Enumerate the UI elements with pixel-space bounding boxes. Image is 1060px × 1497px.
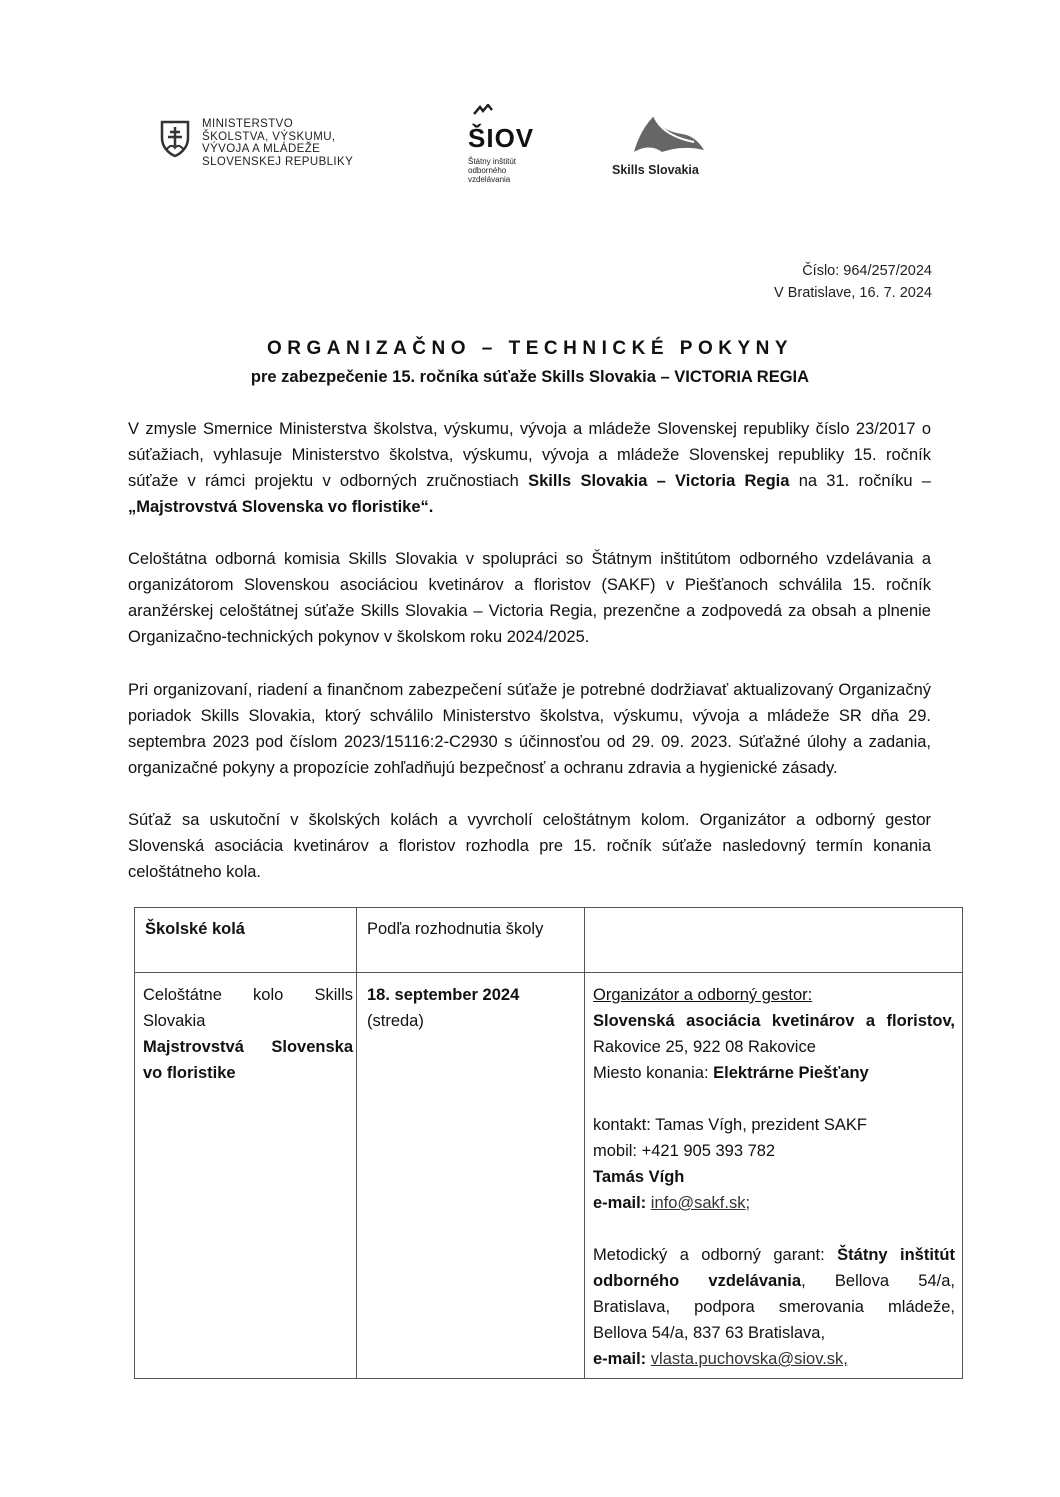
ministry-line: ŠKOLSTVA, VÝSKUMU, [202, 130, 336, 143]
place-date: V Bratislave, 16. 7. 2024 [774, 285, 932, 301]
championship-name: „Majstrovstvá Slovenska vo floristike“. [128, 498, 434, 516]
email-label: e-mail: [593, 1194, 651, 1212]
document-title: ORGANIZAČNO – TECHNICKÉ POKYNY [266, 338, 794, 359]
table-divider [584, 908, 585, 1378]
mobile-line: mobil: +421 905 393 782 [593, 1142, 776, 1160]
contact-name [593, 1164, 955, 1190]
event-date: 18. september 2024 [367, 986, 520, 1004]
organizer-info [593, 1008, 955, 1060]
school-round-date: Podľa rozhodnutia školy [367, 920, 544, 938]
siov-logo [468, 104, 538, 184]
event-day: (streda) [367, 1012, 424, 1030]
venue-label: Miesto konania: [593, 1064, 714, 1082]
document-reference [774, 260, 932, 304]
venue-name: Elektrárne Piešťany [713, 1064, 869, 1082]
garant-label: Metodický a odborný garant: [593, 1246, 838, 1264]
ministry-line: MINISTERSTVO [202, 118, 294, 130]
table-row-divider [135, 972, 962, 973]
siov-sub-line: odborného [468, 166, 507, 175]
intro-text-2: na 31. ročníku – [789, 472, 931, 490]
skills-slovakia-label: Skills Slovakia [612, 163, 699, 177]
organizer-email-link[interactable]: info@sakf.sk; [650, 1194, 751, 1212]
ministry-line: VÝVOJA A MLÁDEŽE [202, 143, 321, 155]
ministry-name [202, 118, 353, 168]
national-round-title: Majstrovstvá Slovenska vo floristike [143, 1038, 353, 1082]
national-round-date [367, 982, 577, 1034]
intro-text: V zmysle Smernice Ministerstva školstva, výskumu, vývoja a mládeže Slovenskej republiky číslo 23/2017 o súťažiach, vyhlasuje Ministerstvo školstva, výskumu, vývoja a mládeže Slovenskej republiky 15. ročník súťaže v rámci projektu v odborných zručnostiach [128, 420, 931, 490]
intro-paragraph [128, 416, 931, 520]
garant-email-label: e-mail: [593, 1350, 651, 1368]
siov-sub-line: vzdelávania [468, 175, 511, 184]
document-subtitle: pre zabezpečenie 15. ročníka súťaže Skills Slovakia – VICTORIA REGIA [250, 368, 810, 386]
slovak-coat-of-arms-icon [160, 120, 190, 158]
siov-mark-icon [472, 104, 494, 118]
garant-info [593, 1242, 955, 1346]
reference-number: Číslo: 964/257/2024 [802, 263, 932, 279]
garant-address: , Bellova 54/a, Bratislava, podpora smerovania mládeže, Bellova 54/a, 837 63 Bratislava, [593, 1272, 955, 1342]
organization-paragraph: Pri organizovaní, riadení a finančnom zabezpečení súťaže je potrebné dodržiavať aktualizovaný Organizačný poriadok Skills Slovakia, ktorý schválilo Ministerstvo školstva, výskumu, vývoja a mládeže SR dňa 29. septembra 2023 pod číslom 2023/15116:2-C2930 s účinnosťou od 29. 09. 2023. Súťažné úlohy a zadania, organizačné pokyny a propozície zohľadňujú bezpečnosť a ochranu zdravia a hygienické zásady. [128, 681, 931, 777]
table-divider [356, 908, 357, 1378]
organizer-heading: Organizátor a odborný gestor: [593, 986, 813, 1004]
competition-name: Skills Slovakia – Victoria Regia [528, 472, 790, 490]
organizer-name: Slovenská asociácia kvetinárov a floristov, [593, 1012, 955, 1030]
siov-title: ŠIOV [468, 123, 535, 153]
organizer-details [593, 982, 955, 1372]
schedule-table [134, 907, 963, 1379]
skills-slovakia-logo [612, 112, 712, 177]
siov-sub-line: Štátny inštitút [468, 157, 517, 166]
siov-subtitle [468, 157, 538, 184]
school-round-label: Školské kolá [145, 920, 245, 938]
schedule-paragraph: Súťaž sa uskutoční v školských kolách a vyvrcholí celoštátnym kolom. Organizátor a odborný gestor Slovenská asociácia kvetinárov a floristov rozhodla pre 15. ročník súťaže nasledovný termín konania celoštátneho kola. [128, 811, 931, 881]
national-round-text: Celoštátne kolo Skills Slovakia [143, 986, 353, 1030]
email-line [593, 1190, 955, 1216]
organizer-address: Rakovice 25, 922 08 Rakovice [593, 1038, 816, 1056]
garant-email-link[interactable]: vlasta.puchovska@siov.sk, [650, 1350, 848, 1368]
garant-email-line [593, 1346, 955, 1372]
ministry-logo [160, 118, 353, 168]
venue-line [593, 1060, 955, 1086]
commission-paragraph: Celoštátna odborná komisia Skills Slovakia v spolupráci so Štátnym inštitútom odborného vzdelávania a organizátorom Slovenskou asociáciou kvetinárov a floristov (SAKF) v Piešťanoch schválila 15. ročník aranžérskej celoštátnej súťaže Skills Slovakia – Victoria Regia, prezenčne a zodpovedá za obsah a plnenie Organizačno-technických pokynov v školskom roku 2024/2025. [128, 550, 931, 646]
garant-name: Štátny inštitút odborného vzdelávania [593, 1246, 955, 1290]
national-round-label [143, 982, 353, 1086]
contact-line: kontakt: Tamas Vígh, prezident SAKF [593, 1116, 867, 1134]
contact-name-text: Tamás Vígh [593, 1168, 685, 1186]
ministry-line: SLOVENSKEJ REPUBLIKY [202, 155, 354, 168]
skills-slovakia-wing-icon [624, 112, 710, 156]
